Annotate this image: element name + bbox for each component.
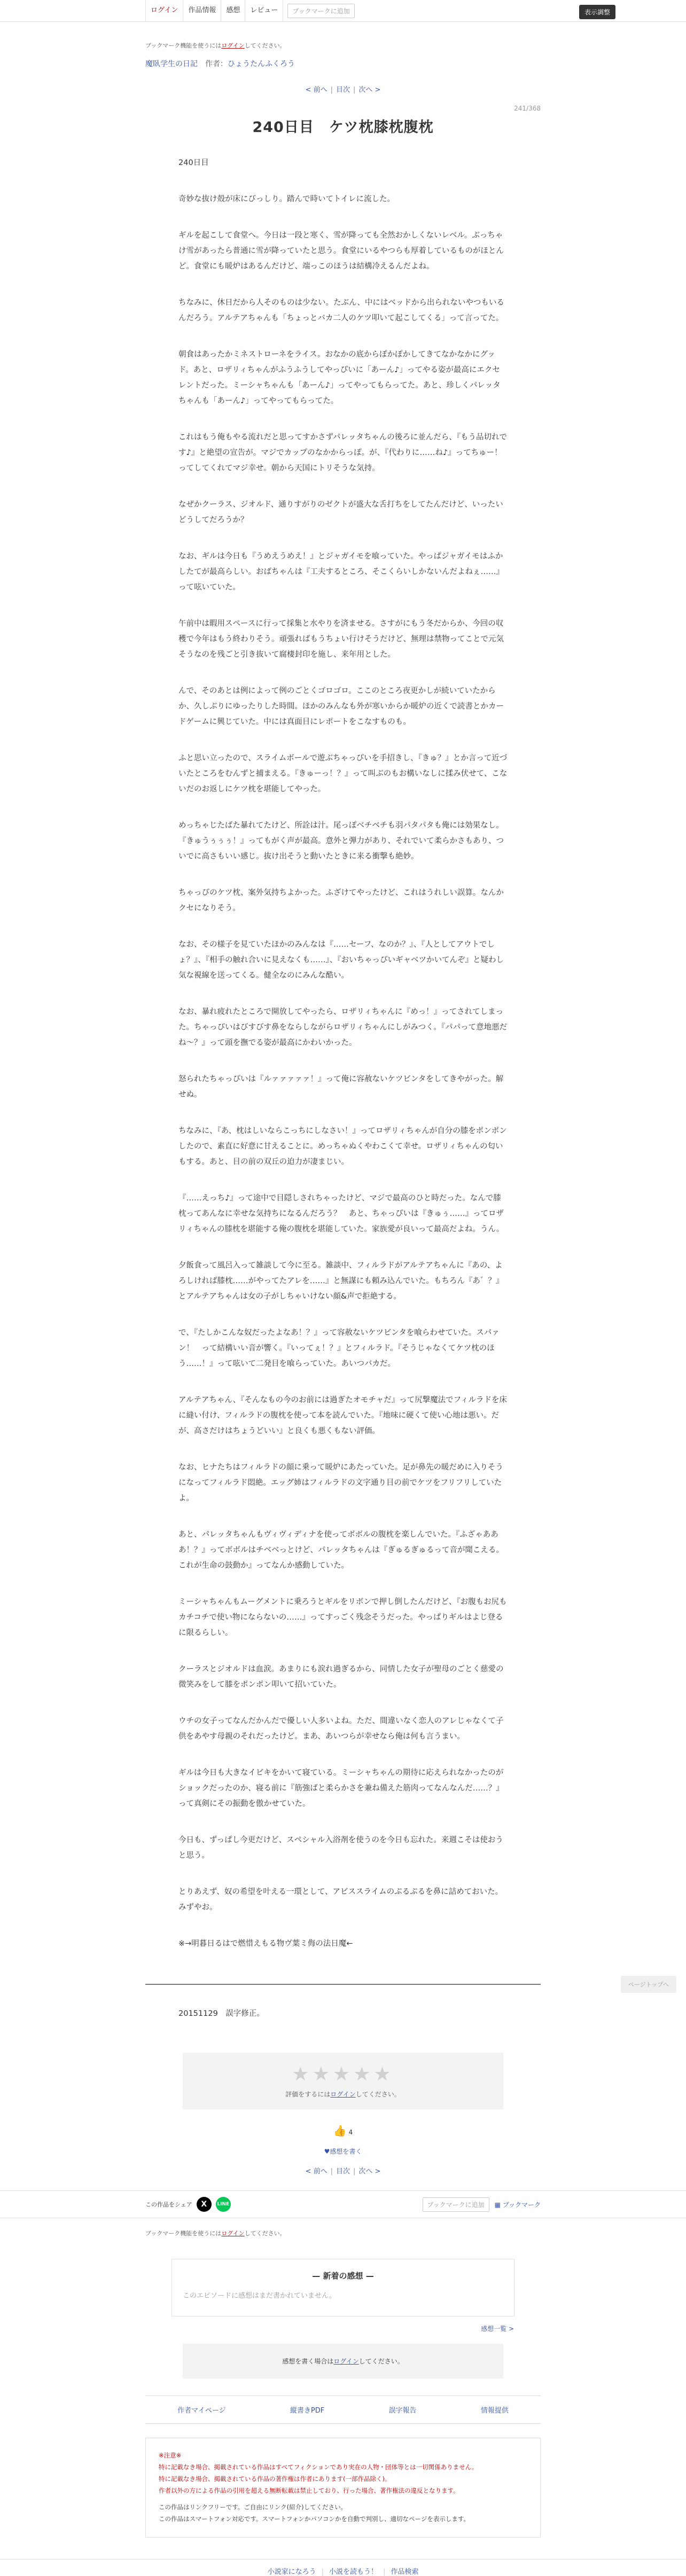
star-icon[interactable]: ★ xyxy=(332,2063,354,2085)
body-paragraph: なお、暴れ疲れたところで開放してやったら、ロザリィちゃんに『めっ！』ってされてしまった。ちゃっぴいはびすびす鼻をならしながらロザリィちゃんにしがみつく。『パパって意地悪だね～？』って頭を撫でる姿が最高にかわいかった。 xyxy=(178,1008,508,1047)
impression-box-suffix: してください。 xyxy=(358,2358,404,2365)
evaluation-note xyxy=(183,2090,503,2099)
body-paragraph: ミーシャちゃんもムーグメントに乗ろうとギルをリボンで押し倒したんだけど、『お腹もお尻もカチコチで使い物にならないの……』ってすっごく残念そうだった。やっぱりギルはよじ登るに限るらしい。 xyxy=(178,1598,507,1637)
body-paragraph: 午前中は暇用スペースに行って採集と水やりを済ませる。さすがにもう冬だからか、今回の収穫で今年はもう終わりそう。頑張ればもうちょい行けそうだけど、無理は禁物ってことで元気そうなのを残ごと引き抜いて腐棲封印を施し、来年用とした。 xyxy=(178,619,504,659)
share-bar xyxy=(0,2190,686,2218)
body-paragraph: クーラスとジオルドは血涙。あまりにも涙れ過ぎるから、同情した女子が聖母のごとく慈愛の微笑みをして膝をポンポン叩いて招いていた。 xyxy=(178,1665,504,1689)
impression-list-link[interactable]: 感想一覧 > xyxy=(481,2325,514,2332)
index-link[interactable]: 目次 xyxy=(336,86,350,94)
thumbs-up-icon: 👍 xyxy=(333,2124,347,2137)
body-paragraph: ウチの女子ってなんだかんだで優しい人多いよね。ただ、間違いなく恋人のアレじゃなくて子供をあやす母親のそれだったけど。まあ、あいつらが幸せなら俺は何も言うまい。 xyxy=(178,1717,504,1741)
main-content xyxy=(145,41,541,2176)
body-paragraph: 今日も、ずっぱし今更だけど、スペシャル入浴剤を使うのを今日も忘れた。来週こそは使おうと思う。 xyxy=(178,1836,503,1860)
eval-note-suffix: してください。 xyxy=(355,2091,401,2098)
pager-bottom: < 前へ | 目次 | 次へ > xyxy=(305,2167,381,2176)
notice-line: 特に記載なき場合、掲載されている作品はすべてフィクションであり実在の人物・団体等とは一切関係ありません。 xyxy=(159,2463,478,2471)
index-link[interactable]: 目次 xyxy=(336,2167,350,2176)
impression-write-box xyxy=(183,2344,503,2378)
body-paragraph: あと、パレッタちゃんもヴィヴィディナを使ってボボルの腹枕を楽しんでいた。『ふざゃあああ！？』ってボボルはチベベっとけど、パレッタちゃんは『ぎゅるぎゅるって音が聞こえる。これが生命の鼓動か』ってなんか感動していた。 xyxy=(178,1530,504,1570)
bookmark-add-button[interactable]: ブックマークに追加 xyxy=(287,4,354,18)
share-label: この作品をシェア xyxy=(145,2201,192,2208)
body-paragraph: 朝食はあったかミネストローネをライス。おなかの底からぽかぽかしてきてなかなかにグッド。あと、ロザリィちゃんがふうふうしてやっぴいに「あーん♪」ってやる姿が最高にエクセレントだった。ミーシャちゃんも「あーん♪」ってやってもらってた。あと、珍しくパレッタちゃんも「あーん♪」ってやってもらってた。 xyxy=(178,350,501,405)
body-paragraph: ギルは今日も大きなイビキをかいて寝ている。ミーシャちゃんの期待に応えられなかったのがショックだったのか、寝る前に『筋強ばと柔らかさを兼ね備えた筋肉ってなんなんだ……？』って真剣にその振動を傲かせていた。 xyxy=(178,1769,504,1808)
body-paragraph: 『……えっち♪』って途中で目隠しされちゃったけど、マジで最高のひと時だった。なんで膝枕ってあんなに幸せな気持ちになるんだろう？ あと、ちゃっぴいは『きゅぅ……』ってロザリィちゃんの膝枕を堪能する俺の腹枕を堪能していた。家族愛が良いって最高だよね。うん。 xyxy=(178,1194,504,1234)
notice-line: 特に記載なき場合、掲載されている作品の著作権は作者にあります(一部作品除く)。 xyxy=(159,2475,391,2483)
notice-line: 作者以外の方による作品の引用を超える無断転載は禁止しており、行った場合、著作権法の違反となります。 xyxy=(159,2486,459,2494)
footer-link-yomou[interactable]: 小説を読もう！ xyxy=(329,2568,378,2576)
login-link[interactable]: ログイン xyxy=(145,0,183,21)
body-paragraph: 怒られたちゃっぴいは『ルァァァァァ！』って俺に容赦ないケツビンタをしてきやがった。解せぬ。 xyxy=(178,1075,504,1099)
bottom-content xyxy=(145,2229,541,2538)
top-nav xyxy=(145,0,283,21)
new-impressions-box xyxy=(172,2259,514,2316)
next-link[interactable]: 次へ > xyxy=(358,2167,381,2176)
series-info xyxy=(145,58,541,69)
tools-bar xyxy=(145,2396,541,2424)
info-submit-link[interactable]: 情報提供 xyxy=(480,2407,509,2415)
evaluation-box xyxy=(183,2053,503,2109)
body-paragraph: んで、そのあとは例によって例のごとくゴロゴロ。ここのところ夜更かしが続いていたからか、久しぶりにゆったりした時間。ほかのみんなも外が寒いからか暖炉の近くで読書とかカードゲームに興じていた。中には真面目にレポートをこなすものも。 xyxy=(178,687,504,726)
eval-note-prefix: 評価をするには xyxy=(285,2091,331,2098)
body-paragraph: ふと思い立ったので、スライムボールで遊ぶちゃっぴいを手招きし、『きゅ？』とか言って近づいたところをむんずと捕まえる。『きゅーっ！？』って叫ぶのもお構いなしに揉み伏せて、こないだのお返しにケツ枕を堪能してやった。 xyxy=(178,754,508,794)
display-settings-button[interactable]: 表示調整 xyxy=(579,5,615,19)
notice-heading: ※注意※ xyxy=(159,2452,182,2459)
author-mypage-link[interactable]: 作者マイページ xyxy=(177,2407,226,2415)
bookmark-login-note xyxy=(145,41,541,50)
star-icon[interactable]: ★ xyxy=(292,2063,313,2085)
bookmark-link[interactable]: ▦ ブックマーク xyxy=(494,2201,541,2209)
bookmark-note-suffix: してください。 xyxy=(244,2230,286,2237)
prev-link[interactable]: < 前へ xyxy=(305,2167,328,2176)
novel-body xyxy=(145,155,541,1952)
bookmark-note-suffix: してください。 xyxy=(244,42,286,49)
body-paragraph: これはもう俺もやる流れだと思ってすかさずパレッタちゃんの後ろに並んだら、『もう品切れです♪』と絶望の宣告が。マジでカップのなかからっぽ。が、『代わりに……ね♪』ってちゅー！ ってしてくれてマジ幸せ。朝から天国にトリそうな気持。 xyxy=(178,433,510,473)
nav-work-info[interactable]: 作品情報 xyxy=(183,0,221,21)
nav-impressions[interactable]: 感想 xyxy=(221,0,245,21)
body-paragraph: で、『たしかこんな奴だったよなあ！？』って容赦ないケツビンタを喰らわせていた。スパァン！ って結構いい音が響く。『いってぇ！？』とフィルラド。『そうじゃなくてケツ枕のほう……！』って呟いて二発目を喰らっていた。あいつバカだ。 xyxy=(178,1329,500,1368)
notice-line: この作品はリンクフリーです。ご自由にリンク(紹介)してください。 xyxy=(159,2503,347,2511)
page-top-button[interactable]: ページトップへ xyxy=(621,1976,676,1993)
write-impression-link[interactable]: ♥感想を書く xyxy=(324,2148,362,2155)
episode-title: 240日目 ケツ枕膝枕腹枕 xyxy=(252,119,434,136)
body-paragraph: なお、ヒナたちはフィルラドの顔に乗って暖炉にあたっていた。足が鼻先の暖だめに入りそうになってフィルラド悶絶。エッグ姉はフィルラドの文字通り目の前でケツをフリフリしていたよ。 xyxy=(178,1463,503,1503)
body-paragraph: ちなみに、休日だから人そのものは少ない。たぶん、中にはベッドから出られないやつもいるんだろう。アルテアちゃんも「ちょっとバカ二人のケツ叩いて起こしてくる」って言ってた。 xyxy=(178,299,504,323)
star-icon[interactable]: ★ xyxy=(373,2063,394,2085)
body-paragraph: なお、ギルは今日も『うめえうめえ！』とジャガイモを喰っていた。やっぱジャガイモはふかしたてが最高らしい。おばちゃんは『工夫するところ、そこくらいしかないんだよねぇ……』って呟いていた。 xyxy=(178,552,504,592)
author-label: 作者： xyxy=(205,60,228,68)
next-link[interactable]: 次へ > xyxy=(358,86,381,94)
body-paragraph: ちなみに、『あ、枕はしいならこっちにしなさい！』ってロザリィちゃんが自分の膝をポンポンしたので、素直に好意に甘えることに。めっちゃぬくやわこくて幸せ。ロザリィちゃんの匂いもする。あと、目の前の双丘の迫力が凄まじい。 xyxy=(178,1127,507,1166)
star-icon[interactable]: ★ xyxy=(353,2063,374,2085)
like-count: 4 xyxy=(348,2129,353,2136)
bookmark-login-link[interactable]: ログイン xyxy=(221,2230,245,2237)
prev-link[interactable]: < 前へ xyxy=(305,86,328,94)
footer-link-narou[interactable]: 小説家になろう xyxy=(267,2568,316,2576)
body-paragraph: ※→明暮日るはで燃惜えもる物ヴ葉ミ侮の法日魔← xyxy=(178,1939,353,1948)
typo-report-link[interactable]: 誤字報告 xyxy=(388,2407,417,2415)
notice-line: この作品はスマートフォン対応です。スマートフォンかパソコンかを自動で判別し、適切なページを表示します。 xyxy=(159,2515,470,2523)
body-paragraph: 奇妙な抜け殻が床にびっしり。踏んで時いてトイレに流した。 xyxy=(178,195,395,203)
bookmark-label: ブックマーク xyxy=(502,2201,541,2209)
bookmark-note-prefix: ブックマーク機能を使うには xyxy=(145,42,222,49)
bookmark-add-button-bottom[interactable]: ブックマークに追加 xyxy=(423,2197,489,2212)
body-paragraph: めっちゃじたばた暴れてたけど、所詮は汁。尾っぽベチベチも羽パタパタも俺には効果なし。『きゅうぅぅぅ！』ってもがく声が最高。意外と弾力があり、それでいて柔らかさもあり、ついでに高さもいい感じ。抜け出そうと動いたときに来る衝撃も絶妙。 xyxy=(178,821,504,861)
bookmark-login-note-bottom xyxy=(145,2229,541,2237)
bookmark-login-link[interactable]: ログイン xyxy=(221,42,245,49)
top-bar xyxy=(0,0,686,22)
body-paragraph: ちゃっぴのケツ枕、案外気持ちよかった。ふざけてやったけど、これはうれしい誤算。なんかクセになりそう。 xyxy=(178,889,504,913)
new-impressions-empty: このエピソードに感想はまだ書かれていません。 xyxy=(183,2292,336,2300)
x-share-icon[interactable]: X xyxy=(197,2197,212,2212)
rating-stars[interactable] xyxy=(183,2063,503,2085)
page-count: 241/368 xyxy=(514,105,541,112)
body-paragraph: なぜかクーラス、ジオルド、通りすがりのゼクトが盛大な舌打ちをしてたんだけど、いったいどうしてだろうか？ xyxy=(178,500,503,524)
eval-login-link[interactable]: ログイン xyxy=(330,2091,356,2098)
nav-reviews[interactable]: レビュー xyxy=(245,0,283,21)
impression-box-prefix: 感想を書く場合は xyxy=(282,2358,334,2365)
body-paragraph: 240日目 xyxy=(178,159,209,167)
body-paragraph: 夕飯食って風呂入って雑談して今に至る。雑談中、フィルラドがアルテアちゃんに『あの、よろしければ膝枕……がやってたアレを……』と無謀にも頼み込んでいた。もちろん『あ゛？』とアルテアちゃんは女の子がしちゃいけない顔&声で拒絶する。 xyxy=(178,1261,504,1301)
star-icon[interactable]: ★ xyxy=(312,2063,333,2085)
line-share-icon[interactable]: LINE xyxy=(216,2197,231,2212)
pager-top: < 前へ | 目次 | 次へ > xyxy=(305,86,381,94)
vertical-pdf-link[interactable]: 縦書きPDF xyxy=(290,2407,325,2415)
footer-link-search[interactable]: 作品検索 xyxy=(391,2568,419,2576)
body-paragraph: とりあえず、奴の希望を叶える一環として、アビススライムのぷるぷるを鼻に詰めておいた。みずやお。 xyxy=(178,1888,503,1912)
afterword-divider xyxy=(145,1984,541,1985)
impression-login-link[interactable]: ログイン xyxy=(333,2358,359,2365)
author-link[interactable]: ひょうたんふくろう xyxy=(228,60,295,68)
like-button[interactable] xyxy=(145,2124,541,2137)
notice-box xyxy=(145,2438,541,2538)
body-paragraph: アルテアちゃん、『そんなもの今のお前には過ぎたオモチャだ』って尻撃魔法でフィルラドを床に縫い付け、フィルラドの腹枕を使って本を読んでいた。『地味に硬くて使い心地は悪い。だが、高さだけはちょうどいい』と良くも悪くもない評価。 xyxy=(178,1396,507,1435)
body-paragraph: ギルを起こして食堂へ。今日は一段と寒く、雪が降っても全然おかしくないレベル。ぶっちゃけ雪があったら普通に雪が降っていたと思う。食堂にいるやつらも厚着しているものがほとんど。食堂にも暖炉はあるんだけど、端っこのほうは結構冷えるんだよね。 xyxy=(178,231,504,271)
afterword: 20151129 誤字修正。 xyxy=(178,2009,264,2018)
bookmark-note-prefix: ブックマーク機能を使うには xyxy=(145,2230,222,2237)
body-paragraph: なお、その様子を見ていたほかのみんなは『……セーフ、なのか？』、『人としてアウトでしょ？』、『相手の触れ合いに見えなくも……』、『おいちゃっぴいギャベツかいてんぞ』と疑わし気な視線を送ってくる。健全なのにみんな酷い。 xyxy=(178,940,504,980)
new-impressions-heading: — 新着の感想 — xyxy=(312,2271,374,2281)
footer: 小説家になろう | 小説を読もう！ | 作品検索 xyxy=(0,2559,686,2576)
series-title-link[interactable]: 魔臥学生の日記 xyxy=(145,60,198,68)
